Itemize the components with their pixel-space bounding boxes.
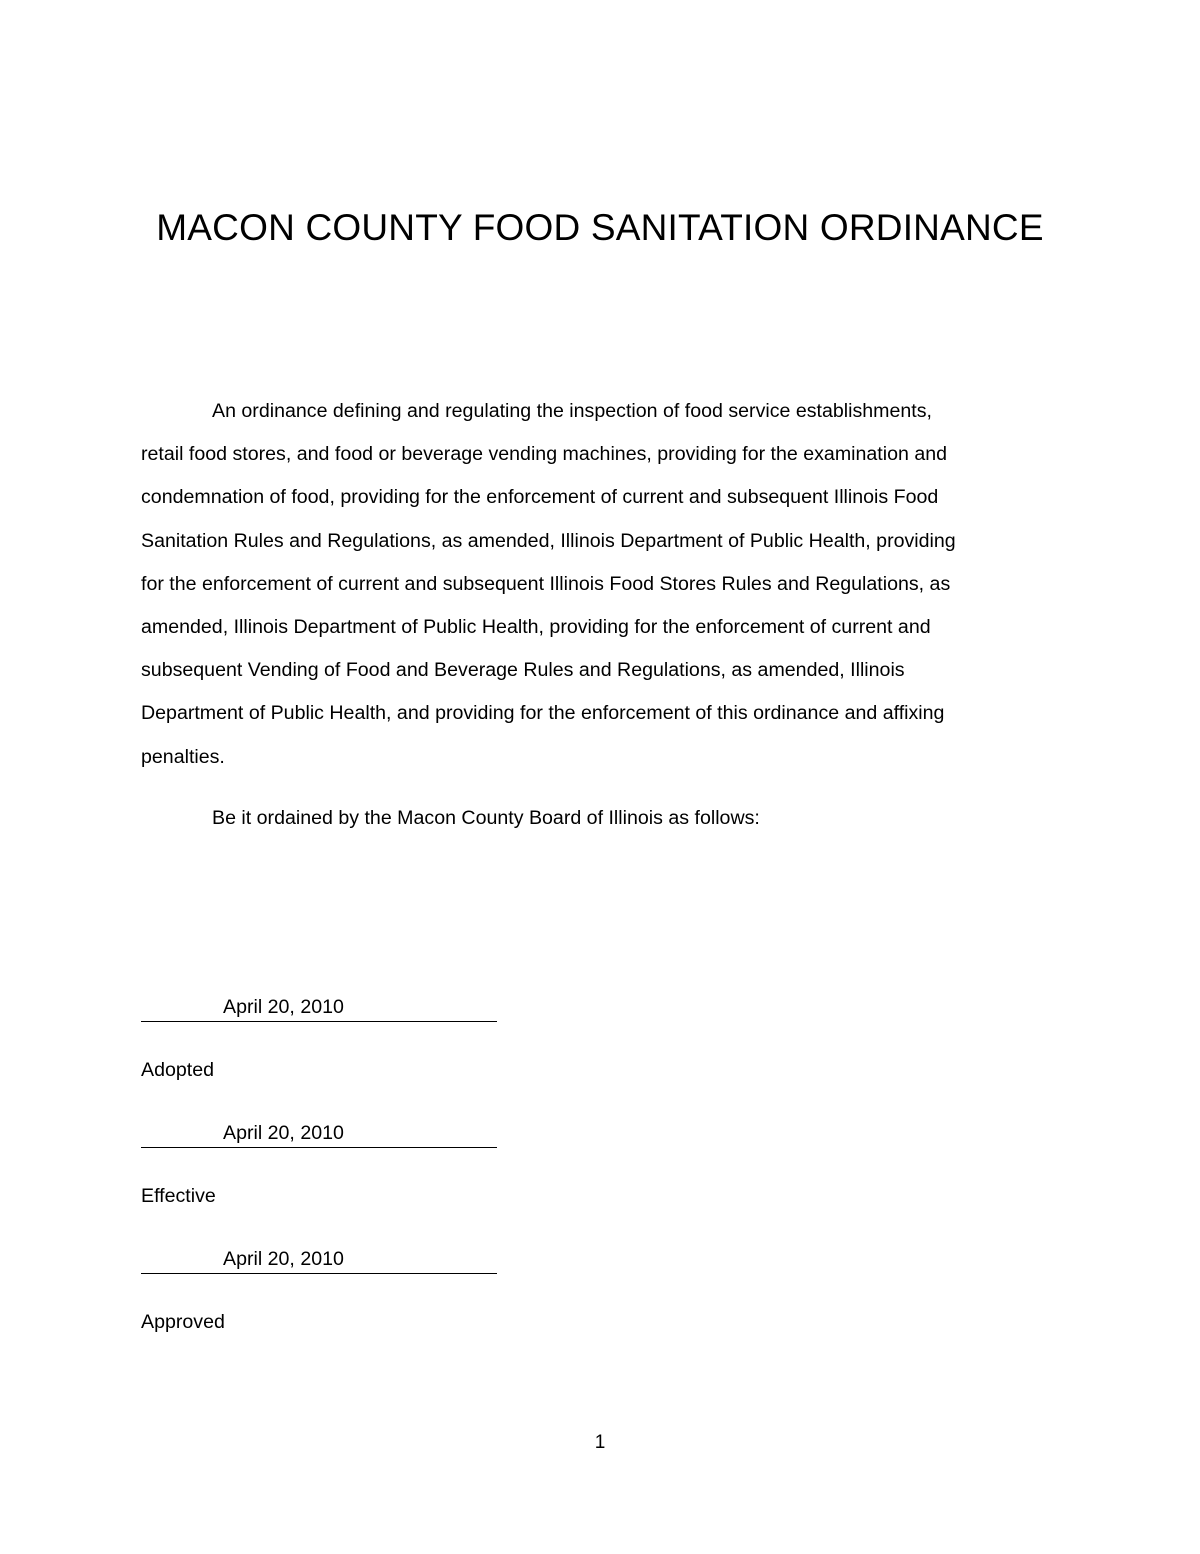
signature-label: Effective xyxy=(141,1185,216,1207)
intro-line: penalties. xyxy=(141,745,225,768)
intro-paragraph xyxy=(141,390,1051,779)
signature-date: April 20, 2010 xyxy=(223,996,344,1018)
signature-line xyxy=(141,993,497,1022)
intro-line: amended, Illinois Department of Public Health, providing for the enforcement of current and xyxy=(141,616,931,639)
signature-date: April 20, 2010 xyxy=(223,1248,344,1270)
signature-line xyxy=(141,1119,497,1148)
ordained-statement: Be it ordained by the Macon County Board of Illinois as follows: xyxy=(212,807,760,829)
intro-line: subsequent Vending of Food and Beverage Rules and Regulations, as amended, Illinois xyxy=(141,659,905,682)
intro-line: condemnation of food, providing for the enforcement of current and subsequent Illinois Food xyxy=(141,486,939,509)
intro-line: for the enforcement of current and subsequent Illinois Food Stores Rules and Regulations, as xyxy=(141,572,951,595)
intro-line: Department of Public Health, and providing for the enforcement of this ordinance and affixing xyxy=(141,702,945,725)
document-title: MACON COUNTY FOOD SANITATION ORDINANCE xyxy=(156,207,1044,248)
intro-line: An ordinance defining and regulating the inspection of food service establishments, xyxy=(212,400,932,422)
signature-label: Adopted xyxy=(141,1059,214,1081)
signature-label: Approved xyxy=(141,1311,225,1333)
intro-line: retail food stores, and food or beverage vending machines, providing for the examination and xyxy=(141,443,948,466)
signature-date: April 20, 2010 xyxy=(223,1122,344,1144)
signature-line xyxy=(141,1245,497,1274)
intro-line: Sanitation Rules and Regulations, as amended, Illinois Department of Public Health, providing xyxy=(141,529,956,552)
page-number: 1 xyxy=(594,1432,606,1453)
